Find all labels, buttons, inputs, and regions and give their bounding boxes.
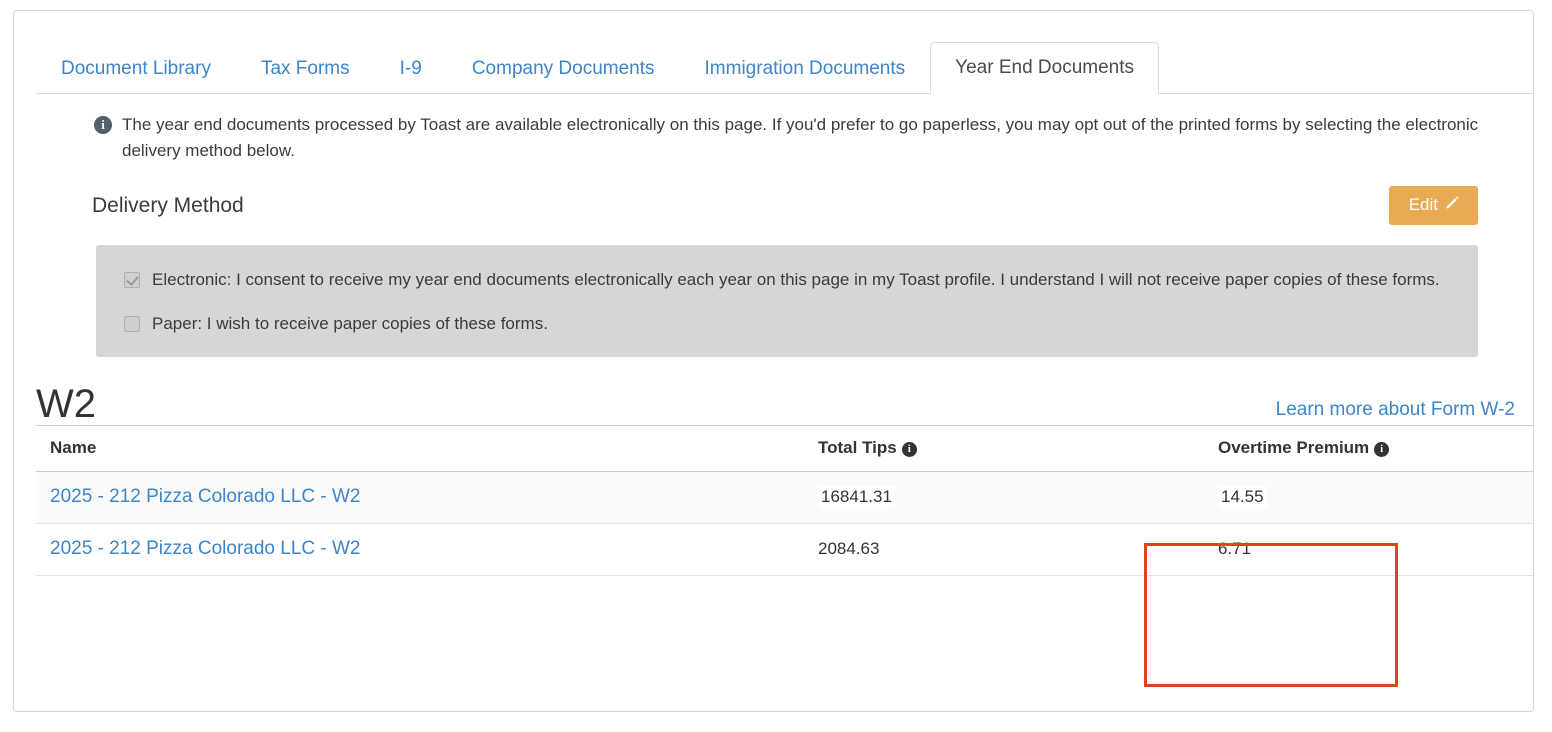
column-header-total-tips-label: Total Tips — [818, 438, 897, 457]
pencil-icon — [1445, 195, 1460, 215]
document-tabs — [14, 31, 1533, 94]
total-tips-value: 16841.31 — [818, 486, 895, 508]
tab-i9[interactable]: I-9 — [399, 58, 422, 79]
edit-button-label: Edit — [1408, 195, 1438, 214]
tab-year-end-documents[interactable]: Year End Documents — [930, 42, 1159, 94]
tab-tax-forms[interactable]: Tax Forms — [260, 58, 350, 79]
document-link[interactable]: 2025 - 212 Pizza Colorado LLC - W2 — [50, 486, 361, 507]
row-overtime-premium-cell — [1204, 472, 1482, 524]
tab-company-documents[interactable]: Company Documents — [471, 58, 655, 79]
edit-button[interactable] — [1389, 186, 1478, 225]
year-end-documents-panel — [13, 10, 1534, 712]
row-overtime-premium-cell — [1204, 524, 1482, 576]
w2-section-header — [36, 383, 1515, 425]
info-icon: i — [94, 116, 112, 134]
electronic-option-label: Electronic: I consent to receive my year end documents electronically each year on this page in my Toast profile. I understand I will not receive paper copies of these forms. — [152, 270, 1440, 289]
table-row — [36, 472, 1533, 524]
electronic-checkbox[interactable] — [124, 272, 140, 288]
column-header-spacer — [1482, 426, 1533, 472]
overtime-premium-info-icon[interactable]: i — [1374, 442, 1389, 457]
delivery-method-title: Delivery Method — [92, 193, 244, 217]
delivery-method-header — [92, 186, 1478, 225]
total-tips-info-icon[interactable]: i — [902, 442, 917, 457]
row-name-cell — [36, 472, 804, 524]
tab-document-library[interactable]: Document Library — [61, 58, 211, 79]
paper-option-label: Paper: I wish to receive paper copies of these forms. — [152, 314, 548, 333]
document-link[interactable]: 2025 - 212 Pizza Colorado LLC - W2 — [50, 538, 361, 559]
overtime-premium-value: 14.55 — [1218, 486, 1267, 508]
column-header-total-tips — [804, 426, 1204, 472]
paper-checkbox[interactable] — [124, 316, 140, 332]
info-banner — [36, 112, 1503, 164]
delivery-option-electronic[interactable] — [124, 267, 1450, 293]
column-header-overtime-premium-label: Overtime Premium — [1218, 438, 1370, 457]
column-header-name: Name — [36, 426, 804, 472]
total-tips-value: 2084.63 — [818, 539, 880, 558]
column-header-overtime-premium — [1204, 426, 1482, 472]
row-total-tips-cell — [804, 524, 1204, 576]
row-spacer-cell — [1482, 524, 1533, 576]
learn-more-link[interactable]: Learn more about Form W-2 — [1275, 399, 1515, 420]
info-banner-text: The year end documents processed by Toast are available electronically on this page. If you'd prefer to go paperless, you may opt out of the printed forms by selecting the electronic delivery method below. — [122, 115, 1479, 160]
row-spacer-cell — [1482, 472, 1533, 524]
tab-immigration-documents[interactable]: Immigration Documents — [704, 58, 906, 79]
w2-table — [36, 425, 1533, 576]
w2-title: W2 — [36, 382, 96, 426]
delivery-method-options — [96, 245, 1478, 357]
overtime-premium-value: 6.71 — [1218, 539, 1252, 558]
row-name-cell — [36, 524, 804, 576]
row-total-tips-cell — [804, 472, 1204, 524]
table-header-row — [36, 426, 1533, 472]
table-row — [36, 524, 1533, 576]
delivery-option-paper[interactable] — [124, 311, 1450, 337]
